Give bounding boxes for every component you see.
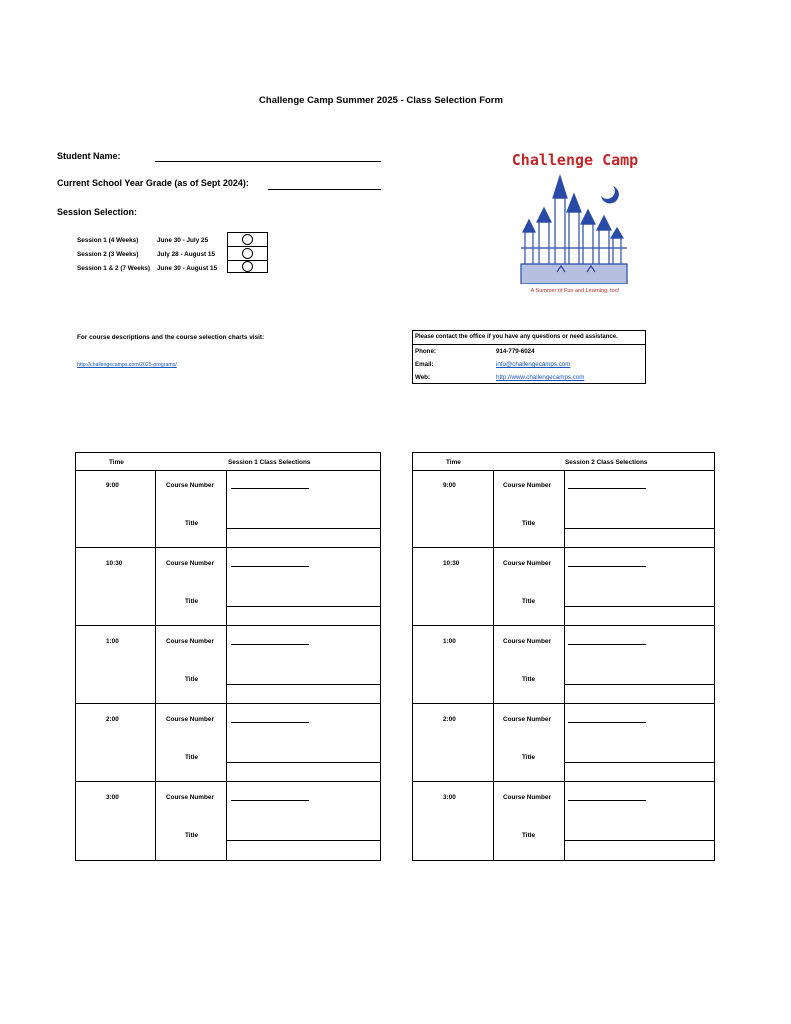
session-1-dates: June 30 - July 25	[157, 237, 209, 244]
email-link[interactable]: info@challengecamps.com	[496, 361, 571, 368]
course-number-label: Course Number	[503, 716, 551, 723]
page-title: Challenge Camp Summer 2025 - Class Selection Form	[259, 95, 503, 106]
course-number-label: Course Number	[166, 482, 214, 489]
course-number-field[interactable]	[231, 800, 309, 801]
title-label: Title	[522, 598, 536, 605]
challenge-camp-logo	[505, 148, 645, 300]
course-number-label: Course Number	[503, 560, 551, 567]
course-number-field[interactable]	[568, 800, 646, 801]
table-header	[76, 453, 380, 471]
selection-header: Session 2 Class Selections	[565, 459, 648, 466]
table-row	[413, 548, 714, 626]
phone-label: Phone:	[415, 348, 436, 355]
session-3-name: Session 1 & 2 (7 Weeks)	[77, 265, 151, 272]
session-2-dates: July 28 - August 15	[157, 251, 216, 258]
table-row	[76, 470, 380, 548]
table-row	[413, 704, 714, 782]
title-field[interactable]	[564, 528, 714, 529]
contact-phone-row	[413, 345, 645, 358]
title-field[interactable]	[564, 606, 714, 607]
slot-time: 2:00	[106, 716, 119, 723]
course-number-field[interactable]	[231, 488, 309, 489]
slot-time: 9:00	[443, 482, 456, 489]
email-label: Email:	[415, 361, 434, 368]
web-label: Web:	[415, 374, 431, 381]
session-selection-label: Session Selection:	[57, 207, 138, 217]
student-name-label: Student Name:	[57, 151, 121, 161]
title-label: Title	[185, 832, 199, 839]
course-number-label: Course Number	[503, 482, 551, 489]
slot-time: 10:30	[106, 560, 123, 567]
slot-time: 3:00	[106, 794, 119, 801]
title-field[interactable]	[227, 840, 380, 841]
title-label: Title	[185, 754, 199, 761]
contact-box	[412, 330, 646, 384]
slot-time: 2:00	[443, 716, 456, 723]
course-number-field[interactable]	[568, 722, 646, 723]
title-field[interactable]	[227, 528, 380, 529]
title-label: Title	[185, 598, 199, 605]
course-info-note: For course descriptions and the course selection charts visit:	[77, 334, 265, 341]
grade-label: Current School Year Grade (as of Sept 2024):	[57, 178, 249, 188]
session-1-name: Session 1 (4 Weeks)	[77, 237, 139, 244]
web-link[interactable]: http://www.challengecamps.com	[496, 374, 585, 381]
title-label: Title	[185, 520, 199, 527]
slot-time: 3:00	[443, 794, 456, 801]
session-2-table	[412, 452, 715, 861]
selection-header: Session 1 Class Selections	[228, 459, 311, 466]
session-2-radio[interactable]	[242, 248, 253, 259]
slot-time: 10:30	[443, 560, 460, 567]
course-number-label: Course Number	[503, 794, 551, 801]
title-field[interactable]	[564, 840, 714, 841]
course-number-field[interactable]	[231, 644, 309, 645]
table-row	[76, 704, 380, 782]
logo-tagline: A Summer of Fun and Learning, too!	[530, 288, 620, 294]
course-number-field[interactable]	[568, 488, 646, 489]
student-name-field[interactable]	[155, 161, 381, 162]
programs-link[interactable]: http://challengecamps.com/2025-programs/	[77, 362, 177, 368]
session-1-table	[75, 452, 381, 861]
course-number-label: Course Number	[166, 794, 214, 801]
contact-email-row	[413, 358, 645, 371]
title-field[interactable]	[227, 684, 380, 685]
table-row	[413, 626, 714, 704]
title-field[interactable]	[564, 762, 714, 763]
time-header: Time	[446, 459, 461, 466]
title-label: Title	[522, 832, 536, 839]
session-1-radio[interactable]	[242, 234, 253, 245]
title-label: Title	[522, 676, 536, 683]
course-number-field[interactable]	[568, 566, 646, 567]
course-number-field[interactable]	[231, 722, 309, 723]
table-row	[413, 470, 714, 548]
time-header: Time	[109, 459, 124, 466]
table-row	[76, 782, 380, 860]
course-number-field[interactable]	[231, 566, 309, 567]
contact-web-row	[413, 371, 645, 384]
course-number-label: Course Number	[166, 716, 214, 723]
title-field[interactable]	[227, 762, 380, 763]
table-row	[76, 626, 380, 704]
session-radio-group	[227, 232, 268, 273]
slot-time: 1:00	[106, 638, 119, 645]
table-row	[413, 782, 714, 860]
logo-title: Challenge Camp	[511, 151, 639, 169]
castle-icon	[505, 172, 645, 284]
slot-time: 9:00	[106, 482, 119, 489]
phone-value: 914-779-6024	[496, 348, 535, 355]
contact-header: Please contact the office if you have any questions or need assistance.	[413, 331, 645, 345]
title-label: Title	[522, 520, 536, 527]
session-2-name: Session 2 (3 Weeks)	[77, 251, 139, 258]
course-number-field[interactable]	[568, 644, 646, 645]
title-field[interactable]	[564, 684, 714, 685]
course-number-label: Course Number	[166, 560, 214, 567]
table-row	[76, 548, 380, 626]
grade-field[interactable]	[268, 189, 381, 190]
session-3-dates: June 30 - August 15	[157, 265, 218, 272]
title-label: Title	[522, 754, 536, 761]
slot-time: 1:00	[443, 638, 456, 645]
course-number-label: Course Number	[166, 638, 214, 645]
session-3-radio[interactable]	[242, 261, 253, 272]
course-number-label: Course Number	[503, 638, 551, 645]
table-header	[413, 453, 714, 471]
title-field[interactable]	[227, 606, 380, 607]
title-label: Title	[185, 676, 199, 683]
